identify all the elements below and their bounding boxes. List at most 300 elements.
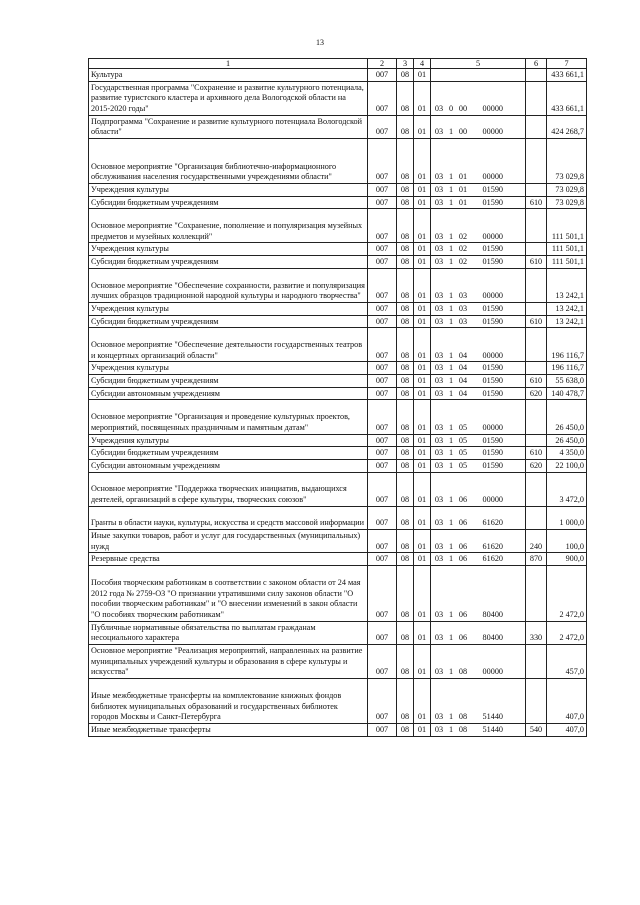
code-part-s: 61620 [482,554,503,564]
code-col3: 08 [397,459,414,472]
code-part-s: 01590 [482,388,503,398]
expense-type-code [526,268,547,302]
row-name: Учреждения культуры [89,183,368,196]
row-name: Учреждения культуры [89,362,368,375]
code-part-s: 00000 [482,291,503,301]
code-part-s: 01590 [482,376,503,386]
code-part-s: 01590 [482,197,503,207]
code-col2: 007 [368,256,397,269]
code-col2: 007 [368,209,397,243]
table-row [89,315,587,328]
expense-type-code: 620 [526,459,547,472]
code-col3: 08 [397,566,414,622]
code-col2: 007 [368,196,397,209]
code-col2: 007 [368,139,397,184]
code-part-p: 03 [434,388,444,398]
code-col4: 01 [414,679,431,724]
amount: 2 472,0 [547,566,587,622]
amount: 433 661,1 [547,81,587,115]
code-col4: 01 [414,315,431,328]
code-col4: 01 [414,256,431,269]
code-part-p: 03 [434,435,444,445]
code-part-p: 03 [434,422,444,432]
code-col2: 007 [368,679,397,724]
expense-type-code [526,434,547,447]
amount: 407,0 [547,679,587,724]
code-part-q: 1 [448,518,454,528]
code-col3: 08 [397,328,414,362]
code-part-r: 01 [458,172,468,182]
code-col2: 007 [368,459,397,472]
amount: 900,0 [547,553,587,566]
code-part-p: 03 [434,363,444,373]
code-col2: 007 [368,315,397,328]
expense-type-code [526,362,547,375]
amount: 3 472,0 [547,472,587,506]
expense-type-code [526,645,547,679]
code-part-s: 00000 [482,494,503,504]
code-col3: 08 [397,387,414,400]
code-part-p: 03 [434,231,444,241]
code-part-r: 01 [458,184,468,194]
amount: 100,0 [547,530,587,553]
row-name: Субсидии бюджетным учреждениям [89,256,368,269]
code-part-q: 1 [448,633,454,643]
target-article-code [431,183,526,196]
code-part-r: 04 [458,363,468,373]
table-row [89,723,587,736]
column-header: 6 [526,59,547,69]
code-col4: 01 [414,553,431,566]
code-col3: 08 [397,362,414,375]
code-col3: 08 [397,115,414,138]
code-part-q: 1 [448,376,454,386]
code-col3: 08 [397,81,414,115]
target-article-code [431,315,526,328]
row-name: Основное мероприятие "Организация библиотечно-информационного обслуживания населения государственными учреждениями области" [89,139,368,184]
code-part-q: 1 [448,460,454,470]
target-article-code [431,459,526,472]
expense-type-code [526,472,547,506]
code-col2: 007 [368,506,397,529]
code-part-s: 00000 [482,422,503,432]
code-col4: 01 [414,400,431,434]
amount: 26 450,0 [547,434,587,447]
code-col2: 007 [368,447,397,460]
code-part-r: 04 [458,376,468,386]
code-col2: 007 [368,553,397,566]
page-number: 13 [316,38,324,47]
amount: 13 242,1 [547,268,587,302]
target-article-code [431,256,526,269]
code-part-p: 03 [434,494,444,504]
code-part-s: 80400 [482,609,503,619]
code-col4: 01 [414,196,431,209]
table-row [89,302,587,315]
budget-table [88,58,587,737]
code-part-q: 1 [448,350,454,360]
row-name: Основное мероприятие "Организация и проведение культурных проектов, мероприятий, посвященных праздничным и памятным датам" [89,400,368,434]
code-part-s: 01590 [482,448,503,458]
amount: 407,0 [547,723,587,736]
code-part-p: 03 [434,244,444,254]
table-row [89,256,587,269]
code-col2: 007 [368,645,397,679]
code-part-q: 0 [448,104,454,114]
amount: 457,0 [547,645,587,679]
target-article-code [431,115,526,138]
table-row [89,69,587,82]
row-name: Гранты в области науки, культуры, искусства и средств массовой информации [89,506,368,529]
code-part-s: 01590 [482,244,503,254]
code-part-r: 02 [458,257,468,267]
target-article-code [431,328,526,362]
code-part-r: 05 [458,448,468,458]
amount: 433 661,1 [547,69,587,82]
code-part-r: 03 [458,291,468,301]
target-article-code [431,362,526,375]
code-col3: 08 [397,530,414,553]
target-article-code [431,472,526,506]
expense-type-code [526,679,547,724]
row-name: Субсидии бюджетным учреждениям [89,196,368,209]
code-part-r: 01 [458,197,468,207]
amount: 4 350,0 [547,447,587,460]
code-part-p: 03 [434,518,444,528]
code-part-q: 1 [448,554,454,564]
row-name: Основное мероприятие "Поддержка творческих инициатив, выдающихся деятелей, организаций в сфере культуры, творческих союзов" [89,472,368,506]
code-col3: 08 [397,139,414,184]
table-header-row [89,59,587,69]
code-col4: 01 [414,645,431,679]
code-col2: 007 [368,434,397,447]
code-part-q: 1 [448,448,454,458]
code-part-q: 1 [448,724,454,734]
code-part-r: 05 [458,435,468,445]
code-part-s: 80400 [482,633,503,643]
expense-type-code: 620 [526,387,547,400]
code-part-r: 06 [458,518,468,528]
code-col2: 007 [368,375,397,388]
code-col4: 01 [414,302,431,315]
expense-type-code: 610 [526,315,547,328]
expense-type-code [526,69,547,82]
code-part-q: 1 [448,303,454,313]
amount: 140 478,7 [547,387,587,400]
code-col4: 01 [414,459,431,472]
row-name: Резервные средства [89,553,368,566]
amount: 22 100,0 [547,459,587,472]
table-row [89,268,587,302]
row-name: Учреждения культуры [89,434,368,447]
code-part-p: 03 [434,316,444,326]
expense-type-code [526,400,547,434]
column-header: 1 [89,59,368,69]
amount: 2 472,0 [547,621,587,644]
code-col3: 08 [397,69,414,82]
code-col3: 08 [397,723,414,736]
code-col4: 01 [414,268,431,302]
table-row [89,621,587,644]
code-col4: 01 [414,243,431,256]
code-col4: 01 [414,115,431,138]
code-part-q: 1 [448,127,454,137]
code-part-s: 00000 [482,350,503,360]
code-col2: 007 [368,621,397,644]
code-col2: 007 [368,566,397,622]
target-article-code [431,139,526,184]
code-col2: 007 [368,472,397,506]
code-part-p: 03 [434,184,444,194]
target-article-code [431,434,526,447]
code-col4: 01 [414,621,431,644]
expense-type-code: 610 [526,447,547,460]
code-part-r: 05 [458,460,468,470]
target-article-code [431,645,526,679]
code-col4: 01 [414,566,431,622]
table-row [89,447,587,460]
column-header: 3 [397,59,414,69]
target-article-code [431,81,526,115]
code-part-s: 01590 [482,460,503,470]
code-col3: 08 [397,183,414,196]
code-part-r: 08 [458,712,468,722]
amount: 1 000,0 [547,506,587,529]
table-row [89,196,587,209]
code-part-q: 1 [448,184,454,194]
code-col4: 01 [414,434,431,447]
target-article-code [431,530,526,553]
table-row [89,387,587,400]
code-part-r: 06 [458,554,468,564]
code-part-s: 01590 [482,435,503,445]
code-part-s: 51440 [482,724,503,734]
table-row [89,645,587,679]
code-part-q: 1 [448,244,454,254]
code-part-s: 01590 [482,303,503,313]
code-part-p: 03 [434,350,444,360]
table-row [89,506,587,529]
amount: 73 029,8 [547,196,587,209]
code-part-p: 03 [434,554,444,564]
amount: 13 242,1 [547,315,587,328]
code-col3: 08 [397,209,414,243]
code-part-r: 08 [458,667,468,677]
table-row [89,459,587,472]
code-part-q: 1 [448,197,454,207]
target-article-code [431,387,526,400]
row-name: Иные закупки товаров, работ и услуг для государственных (муниципальных) нужд [89,530,368,553]
code-col3: 08 [397,375,414,388]
amount: 26 450,0 [547,400,587,434]
code-part-s: 00000 [482,231,503,241]
row-name: Иные межбюджетные трансферты на комплектование книжных фондов библиотек муниципальных образований и государственных библиотек городов Москвы и Санкт-Петербурга [89,679,368,724]
code-col3: 08 [397,400,414,434]
code-part-q: 1 [448,388,454,398]
row-name: Основное мероприятие "Сохранение, пополнение и популяризация музейных предметов и музейных коллекций" [89,209,368,243]
code-part-s: 00000 [482,172,503,182]
code-part-p: 03 [434,376,444,386]
column-header: 4 [414,59,431,69]
expense-type-code [526,328,547,362]
row-name: Субсидии бюджетным учреждениям [89,447,368,460]
code-col2: 007 [368,362,397,375]
expense-type-code: 240 [526,530,547,553]
amount: 13 242,1 [547,302,587,315]
expense-type-code [526,183,547,196]
code-part-p: 03 [434,609,444,619]
code-part-r: 04 [458,388,468,398]
code-part-s: 01590 [482,363,503,373]
row-name: Субсидии бюджетным учреждениям [89,375,368,388]
code-col2: 007 [368,115,397,138]
code-col4: 01 [414,69,431,82]
table-row [89,209,587,243]
code-col3: 08 [397,434,414,447]
target-article-code [431,302,526,315]
code-part-q: 1 [448,541,454,551]
code-part-q: 1 [448,494,454,504]
code-part-p: 03 [434,127,444,137]
code-part-p: 03 [434,291,444,301]
table-row [89,553,587,566]
table-row [89,139,587,184]
target-article-code [431,553,526,566]
code-col2: 007 [368,69,397,82]
code-part-r: 04 [458,350,468,360]
amount: 55 638,0 [547,375,587,388]
table-row [89,328,587,362]
code-part-s: 01590 [482,316,503,326]
row-name: Учреждения культуры [89,243,368,256]
code-part-q: 1 [448,172,454,182]
table-row [89,434,587,447]
expense-type-code: 610 [526,196,547,209]
code-part-r: 06 [458,541,468,551]
code-col4: 01 [414,387,431,400]
code-part-p: 03 [434,724,444,734]
code-part-q: 1 [448,291,454,301]
target-article-code [431,723,526,736]
code-part-r: 00 [458,127,468,137]
code-part-q: 1 [448,257,454,267]
table-row [89,530,587,553]
code-part-s: 61620 [482,541,503,551]
code-part-p: 03 [434,257,444,267]
code-part-p: 03 [434,712,444,722]
code-part-q: 1 [448,667,454,677]
target-article-code [431,566,526,622]
code-part-r: 06 [458,494,468,504]
table-row [89,243,587,256]
row-name: Подпрограмма "Сохранение и развитие культурного потенциала Вологодской области" [89,115,368,138]
code-col4: 01 [414,723,431,736]
row-name: Субсидии автономным учреждениям [89,387,368,400]
code-col3: 08 [397,679,414,724]
row-name: Учреждения культуры [89,302,368,315]
amount: 424 268,7 [547,115,587,138]
code-col2: 007 [368,183,397,196]
amount: 111 501,1 [547,243,587,256]
code-col3: 08 [397,256,414,269]
code-part-q: 1 [448,363,454,373]
expense-type-code [526,139,547,184]
expense-type-code: 610 [526,256,547,269]
code-part-r: 03 [458,303,468,313]
expense-type-code [526,243,547,256]
code-part-s: 00000 [482,104,503,114]
table-row [89,472,587,506]
code-part-r: 02 [458,244,468,254]
code-part-p: 03 [434,633,444,643]
amount: 196 116,7 [547,362,587,375]
code-part-p: 03 [434,667,444,677]
code-col4: 01 [414,328,431,362]
code-col4: 01 [414,530,431,553]
code-col4: 01 [414,183,431,196]
code-col3: 08 [397,243,414,256]
target-article-code [431,621,526,644]
target-article-code [431,196,526,209]
code-col2: 007 [368,530,397,553]
code-part-s: 00000 [482,127,503,137]
code-col3: 08 [397,315,414,328]
code-col4: 01 [414,447,431,460]
code-part-p: 03 [434,104,444,114]
target-article-code [431,400,526,434]
code-col2: 007 [368,723,397,736]
target-article-code [431,243,526,256]
code-part-p: 03 [434,448,444,458]
table-row [89,679,587,724]
expense-type-code: 540 [526,723,547,736]
expense-type-code [526,302,547,315]
code-part-q: 1 [448,422,454,432]
code-part-r: 06 [458,609,468,619]
code-part-q: 1 [448,712,454,722]
table-row [89,81,587,115]
target-article-code [431,268,526,302]
table-body [89,69,587,737]
row-name: Государственная программа "Сохранение и развитие культурного потенциала, развитие туристского кластера и архивного дела Вологодской области на 2015-2020 годы" [89,81,368,115]
code-part-r: 00 [458,104,468,114]
code-part-q: 1 [448,316,454,326]
code-col2: 007 [368,302,397,315]
code-part-r: 02 [458,231,468,241]
target-article-code [431,69,526,82]
code-part-s: 51440 [482,712,503,722]
row-name: Иные межбюджетные трансферты [89,723,368,736]
column-header: 2 [368,59,397,69]
code-col2: 007 [368,387,397,400]
target-article-code [431,506,526,529]
code-col4: 01 [414,362,431,375]
code-part-r: 08 [458,724,468,734]
row-name: Основное мероприятие "Реализация мероприятий, направленных на развитие муниципальных учреждений культуры и образования в сфере культуры и искусства" [89,645,368,679]
code-col3: 08 [397,302,414,315]
code-col3: 08 [397,621,414,644]
column-header: 5 [431,59,526,69]
code-col3: 08 [397,506,414,529]
code-part-s: 61620 [482,518,503,528]
code-part-q: 1 [448,231,454,241]
code-col2: 007 [368,243,397,256]
table-row [89,400,587,434]
target-article-code [431,447,526,460]
code-col2: 007 [368,328,397,362]
code-col4: 01 [414,506,431,529]
expense-type-code [526,115,547,138]
